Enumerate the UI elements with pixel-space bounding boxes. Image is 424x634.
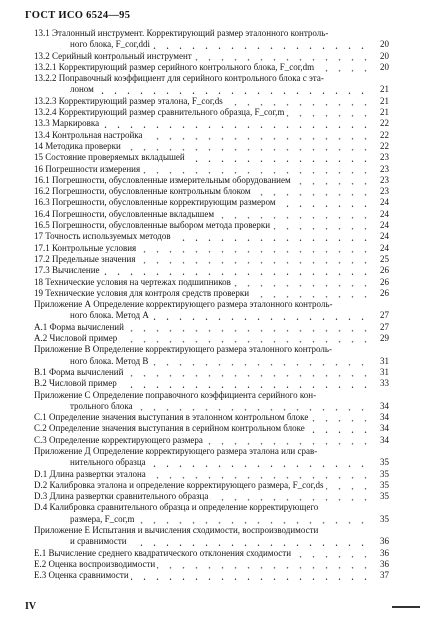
toc-entry bbox=[0, 107, 424, 118]
toc-entry-text: нительного образца bbox=[70, 457, 146, 468]
toc-entry bbox=[0, 378, 424, 389]
toc-entry-text: 17 Точность используемых методов bbox=[34, 231, 171, 242]
toc-entry-text: D.3 Длина развертки сравнительного образца bbox=[34, 491, 209, 502]
toc-entry-page: 35 bbox=[380, 468, 389, 479]
toc-entry-page: 24 bbox=[380, 231, 389, 242]
toc-entry-text: 13.2.2 Поправочный коэффициент для серийного контрольного блока с эта- bbox=[34, 73, 324, 84]
toc-entry bbox=[0, 265, 424, 276]
toc-entry bbox=[0, 130, 424, 141]
toc-entry-text: Приложение В Определение корректирующего размера эталонного контроль- bbox=[34, 344, 333, 355]
scan-mark bbox=[392, 606, 420, 608]
toc-entry bbox=[0, 423, 424, 434]
toc-entry-text: 19 Технические условия для контроля средств проверки bbox=[34, 287, 250, 298]
toc-entry bbox=[0, 141, 424, 152]
toc-entry-text: 17.3 Вычисление bbox=[34, 265, 100, 276]
toc-entry bbox=[0, 356, 424, 367]
toc-entry-text: трольного блока bbox=[70, 400, 133, 411]
toc-entry-page: 21 bbox=[380, 107, 389, 118]
toc-entry bbox=[0, 322, 424, 333]
toc-entry-text: 16.3 Погрешности, обусловленные корректирующим размером bbox=[34, 197, 276, 208]
toc-entry bbox=[0, 243, 424, 254]
toc-entry bbox=[0, 480, 424, 491]
toc-entry bbox=[0, 51, 424, 62]
toc-entry-page: 36 bbox=[380, 558, 389, 569]
toc-entry bbox=[0, 525, 424, 536]
toc-entry bbox=[0, 333, 424, 344]
toc-entry-page: 26 bbox=[380, 287, 389, 298]
toc-entry-text: ного блока. Метод В bbox=[70, 355, 149, 366]
toc-entry-text: 15 Состояние проверяемых вкладышей bbox=[34, 152, 185, 163]
toc-entry-page: 29 bbox=[380, 333, 389, 344]
toc-entry-text: Приложение Д Определение корректирующего размера эталона или срав- bbox=[34, 445, 318, 456]
toc-entry bbox=[0, 220, 424, 231]
table-of-contents bbox=[0, 28, 424, 582]
toc-entry-page: 21 bbox=[380, 84, 389, 95]
toc-entry-text: ного блока. Метод А bbox=[70, 310, 149, 321]
toc-entry-text: В.1 Форма вычислений bbox=[34, 366, 124, 377]
toc-entry bbox=[0, 344, 424, 355]
toc-entry-text: D.1 Длина развертки эталона bbox=[34, 468, 146, 479]
toc-entry-page: 34 bbox=[380, 400, 389, 411]
toc-entry-text: С.2 Определение значения выступания в серийном контрольном блоке bbox=[34, 423, 305, 434]
toc-entry-text: 13.3 Маркировка bbox=[34, 118, 100, 129]
toc-entry-text: 16.4 Погрешности, обусловленные вкладышем bbox=[34, 208, 215, 219]
toc-entry-page: 36 bbox=[380, 536, 389, 547]
toc-entry-text: и сравнимости bbox=[70, 536, 127, 547]
toc-entry-page: 34 bbox=[380, 412, 389, 423]
toc-entry-text: В.2 Числовой пример bbox=[34, 378, 117, 389]
toc-entry-page: 21 bbox=[380, 95, 389, 106]
toc-entry-page: 24 bbox=[380, 208, 389, 219]
toc-entry bbox=[0, 39, 424, 50]
toc-entry bbox=[0, 491, 424, 502]
toc-entry bbox=[0, 164, 424, 175]
toc-entry-text: ного блока, F_сог,ddi bbox=[70, 39, 151, 50]
toc-entry-text: 13.4 Контрольная настройка bbox=[34, 129, 143, 140]
toc-entry-page: 34 bbox=[380, 423, 389, 434]
toc-entry bbox=[0, 197, 424, 208]
toc-entry-page: 26 bbox=[380, 265, 389, 276]
toc-entry-page: 24 bbox=[380, 220, 389, 231]
toc-entry-text: 13.2.1 Корректирующий размер серийного контрольного блока, F_сог,dm bbox=[34, 61, 315, 72]
toc-entry-text: Е.3 Оценка сравнимости bbox=[34, 570, 129, 581]
toc-entry-text: 17.1 Контрольные условия bbox=[34, 242, 137, 253]
toc-entry-page: 33 bbox=[380, 378, 389, 389]
toc-entry bbox=[0, 84, 424, 95]
toc-entry-page: 20 bbox=[380, 50, 389, 61]
toc-entry-text: 14 Методика проверки bbox=[34, 140, 121, 151]
toc-entry-text: 16 Погрешности измерения bbox=[34, 163, 141, 174]
toc-entry-text: Е.1 Вычисление среднего квадратического отклонения сходимости bbox=[34, 547, 292, 558]
toc-entry-page: 34 bbox=[380, 434, 389, 445]
toc-entry-page: 36 bbox=[380, 547, 389, 558]
toc-entry-text: 16.2 Погрешности, обусловленные контрольным блоком bbox=[34, 186, 251, 197]
toc-entry-text: лоном bbox=[70, 84, 94, 95]
toc-entry bbox=[0, 390, 424, 401]
toc-entry-text: 16.5 Погрешности, обусловленные выбором метода проверки bbox=[34, 220, 271, 231]
toc-entry-page: 37 bbox=[380, 570, 389, 581]
toc-entry-text: А.1 Форма вычислений bbox=[34, 321, 124, 332]
toc-entry bbox=[0, 367, 424, 378]
page-number: IV bbox=[25, 601, 37, 612]
toc-entry-page: 20 bbox=[380, 39, 389, 50]
toc-entry-page: 27 bbox=[380, 310, 389, 321]
toc-entry bbox=[0, 118, 424, 129]
toc-entry-page: 20 bbox=[380, 61, 389, 72]
toc-entry-text: 17.2 Предельные значения bbox=[34, 253, 136, 264]
toc-entry-text: А.2 Числовой пример bbox=[34, 333, 118, 344]
toc-entry bbox=[0, 96, 424, 107]
toc-entry-text: Приложение С Определение поправочного коэффициента серийного кон- bbox=[34, 389, 317, 400]
toc-entry-page: 31 bbox=[380, 355, 389, 366]
toc-entry-page: 25 bbox=[380, 253, 389, 264]
toc-entry bbox=[0, 457, 424, 468]
toc-entry-page: 23 bbox=[380, 152, 389, 163]
toc-entry bbox=[0, 186, 424, 197]
toc-entry bbox=[0, 288, 424, 299]
toc-entry-text: Приложение Е Испытания и вычисления сходимости, воспроизводимости bbox=[34, 525, 319, 536]
toc-entry-page: 23 bbox=[380, 174, 389, 185]
toc-entry-text: Е.2 Оценка воспроизводимости bbox=[34, 558, 156, 569]
toc-entry-page: 35 bbox=[380, 513, 389, 524]
toc-entry bbox=[0, 28, 424, 39]
toc-entry bbox=[0, 446, 424, 457]
toc-entry-text: Приложение А Определение корректирующего размера эталонного контроль- bbox=[34, 299, 333, 310]
toc-entry bbox=[0, 73, 424, 84]
toc-entry-page: 27 bbox=[380, 321, 389, 332]
toc-entry bbox=[0, 401, 424, 412]
toc-entry-text: С.1 Определение значения выступания в эталонном контрольном блоке bbox=[34, 412, 309, 423]
toc-entry bbox=[0, 412, 424, 423]
page-header: ГОСТ ИСО 6524—95 bbox=[25, 10, 131, 21]
toc-entry-text: 16.1 Погрешности, обусловленные измерительным оборудованием bbox=[34, 174, 291, 185]
toc-entry-page: 31 bbox=[380, 366, 389, 377]
toc-entry bbox=[0, 536, 424, 547]
toc-entry bbox=[0, 62, 424, 73]
toc-entry bbox=[0, 570, 424, 581]
toc-entry-page: 22 bbox=[380, 129, 389, 140]
toc-entry bbox=[0, 469, 424, 480]
toc-entry bbox=[0, 435, 424, 446]
toc-entry bbox=[0, 559, 424, 570]
toc-entry-page: 23 bbox=[380, 163, 389, 174]
toc-entry bbox=[0, 254, 424, 265]
toc-entry-page: 24 bbox=[380, 197, 389, 208]
toc-entry bbox=[0, 299, 424, 310]
toc-entry-text: D.4 Калибровка сравнительного образца и определение корректирующего bbox=[34, 502, 319, 513]
toc-entry-text: 13.2.4 Корректирующий размер сравнительного образца, F_сог,m bbox=[34, 107, 285, 118]
toc-entry-text: 13.2.3 Корректирующий размер эталона, F_сог,ds bbox=[34, 95, 223, 106]
toc-entry bbox=[0, 310, 424, 321]
toc-entry-text: 13.1 Эталонный инструмент. Корректирующий размер эталонного контроль- bbox=[34, 28, 329, 38]
toc-entry-page: 35 bbox=[380, 457, 389, 468]
toc-entry-text: 13.2 Серийный контрольный инструмент bbox=[34, 50, 192, 61]
toc-entry bbox=[0, 277, 424, 288]
toc-entry bbox=[0, 502, 424, 513]
toc-entry-page: 26 bbox=[380, 276, 389, 287]
toc-entry bbox=[0, 152, 424, 163]
toc-entry-text: размера, F_сог,m bbox=[70, 513, 135, 524]
toc-entry bbox=[0, 548, 424, 559]
toc-entry bbox=[0, 175, 424, 186]
toc-entry-page: 23 bbox=[380, 186, 389, 197]
toc-entry-page: 35 bbox=[380, 491, 389, 502]
toc-entry bbox=[0, 209, 424, 220]
toc-entry bbox=[0, 231, 424, 242]
toc-entry-text: 18 Технические условия на чертежах подшипников bbox=[34, 276, 231, 287]
toc-entry-page: 22 bbox=[380, 118, 389, 129]
toc-entry-page: 22 bbox=[380, 140, 389, 151]
toc-entry bbox=[0, 514, 424, 525]
toc-entry-page: 24 bbox=[380, 242, 389, 253]
toc-entry-page: 35 bbox=[380, 479, 389, 490]
toc-entry-text: D.2 Калибровка эталона и определение корректирующего размера, F_сог,ds bbox=[34, 479, 324, 490]
toc-entry-text: С.3 Определение корректирующего размера bbox=[34, 434, 203, 445]
